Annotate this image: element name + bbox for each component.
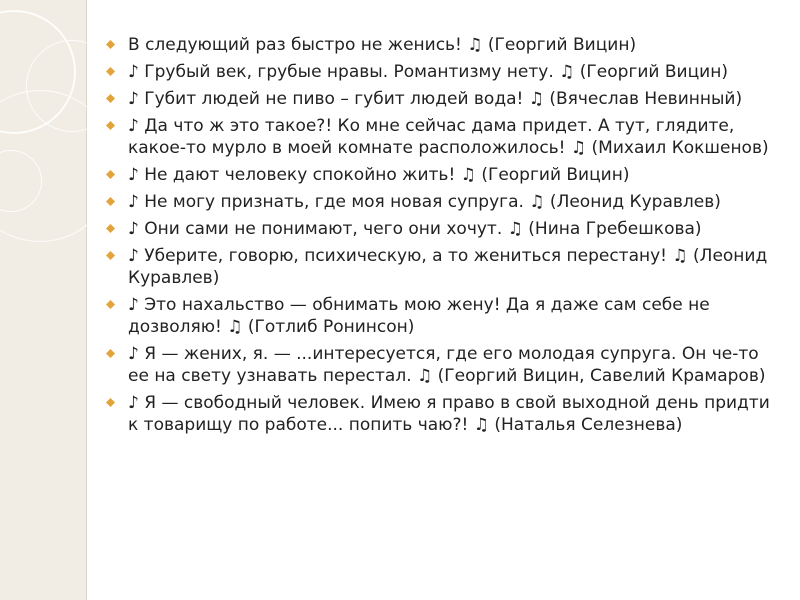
quote-text: ♪ Да что ж это такое?! Ко мне сейчас дама придет. А тут, глядите, какое-то мурло в моей комнате расположилось! ♫ (Михаил Кокшенов) [128,116,769,158]
quote-list [104,34,776,436]
quote-text: ♪ Они сами не понимают, чего они хочут. ♫ (Нина Гребешкова) [128,219,702,239]
quote-item [104,164,776,186]
diamond-bullet-icon [106,67,115,76]
quote-text: ♪ Уберите, говорю, психическую, а то жениться перестану! ♫ (Леонид Куравлев) [128,246,768,288]
diamond-bullet-icon [106,40,115,49]
diamond-bullet-icon [106,398,115,407]
quote-item [104,34,776,56]
quote-text: ♪ Грубый век, грубые нравы. Романтизму нету. ♫ (Георгий Вицин) [128,62,728,82]
quote-item [104,88,776,110]
diamond-bullet-icon [106,224,115,233]
diamond-bullet-icon [106,300,115,309]
quote-text: В следующий раз быстро не женись! ♫ (Георгий Вицин) [128,35,637,55]
quote-text: ♪ Это нахальство — обнимать мою жену! Да я даже сам себе не дозволяю! ♫ (Готлиб Ронинсон) [128,295,710,337]
diamond-bullet-icon [106,349,115,358]
quote-list-container [104,34,776,441]
quote-text: ♪ Не могу признать, где моя новая супруга. ♫ (Леонид Куравлев) [128,192,721,212]
diamond-bullet-icon [106,170,115,179]
quote-item [104,294,776,338]
quote-item [104,392,776,436]
quote-item [104,115,776,159]
diamond-bullet-icon [106,94,115,103]
quote-text: ♪ Я — жених, я. — ...интересуется, где его молодая супруга. Он че-то ее на свету узнавать перестал. ♫ (Георгий Вицин, Савелий Крамаров) [128,344,766,386]
quote-item [104,218,776,240]
diamond-bullet-icon [106,197,115,206]
quote-item [104,191,776,213]
quote-text: ♪ Я — свободный человек. Имею я право в свой выходной день придти к товарищу по работе... попить чаю?! ♫ (Наталья Селезнева) [128,393,770,435]
quote-text: ♪ Не дают человеку спокойно жить! ♫ (Георгий Вицин) [128,165,630,185]
decorative-side-band [0,0,87,600]
quote-item [104,343,776,387]
quote-item [104,245,776,289]
quote-item [104,61,776,83]
quote-text: ♪ Губит людей не пиво – губит людей вода! ♫ (Вячеслав Невинный) [128,89,743,109]
diamond-bullet-icon [106,251,115,260]
diamond-bullet-icon [106,121,115,130]
